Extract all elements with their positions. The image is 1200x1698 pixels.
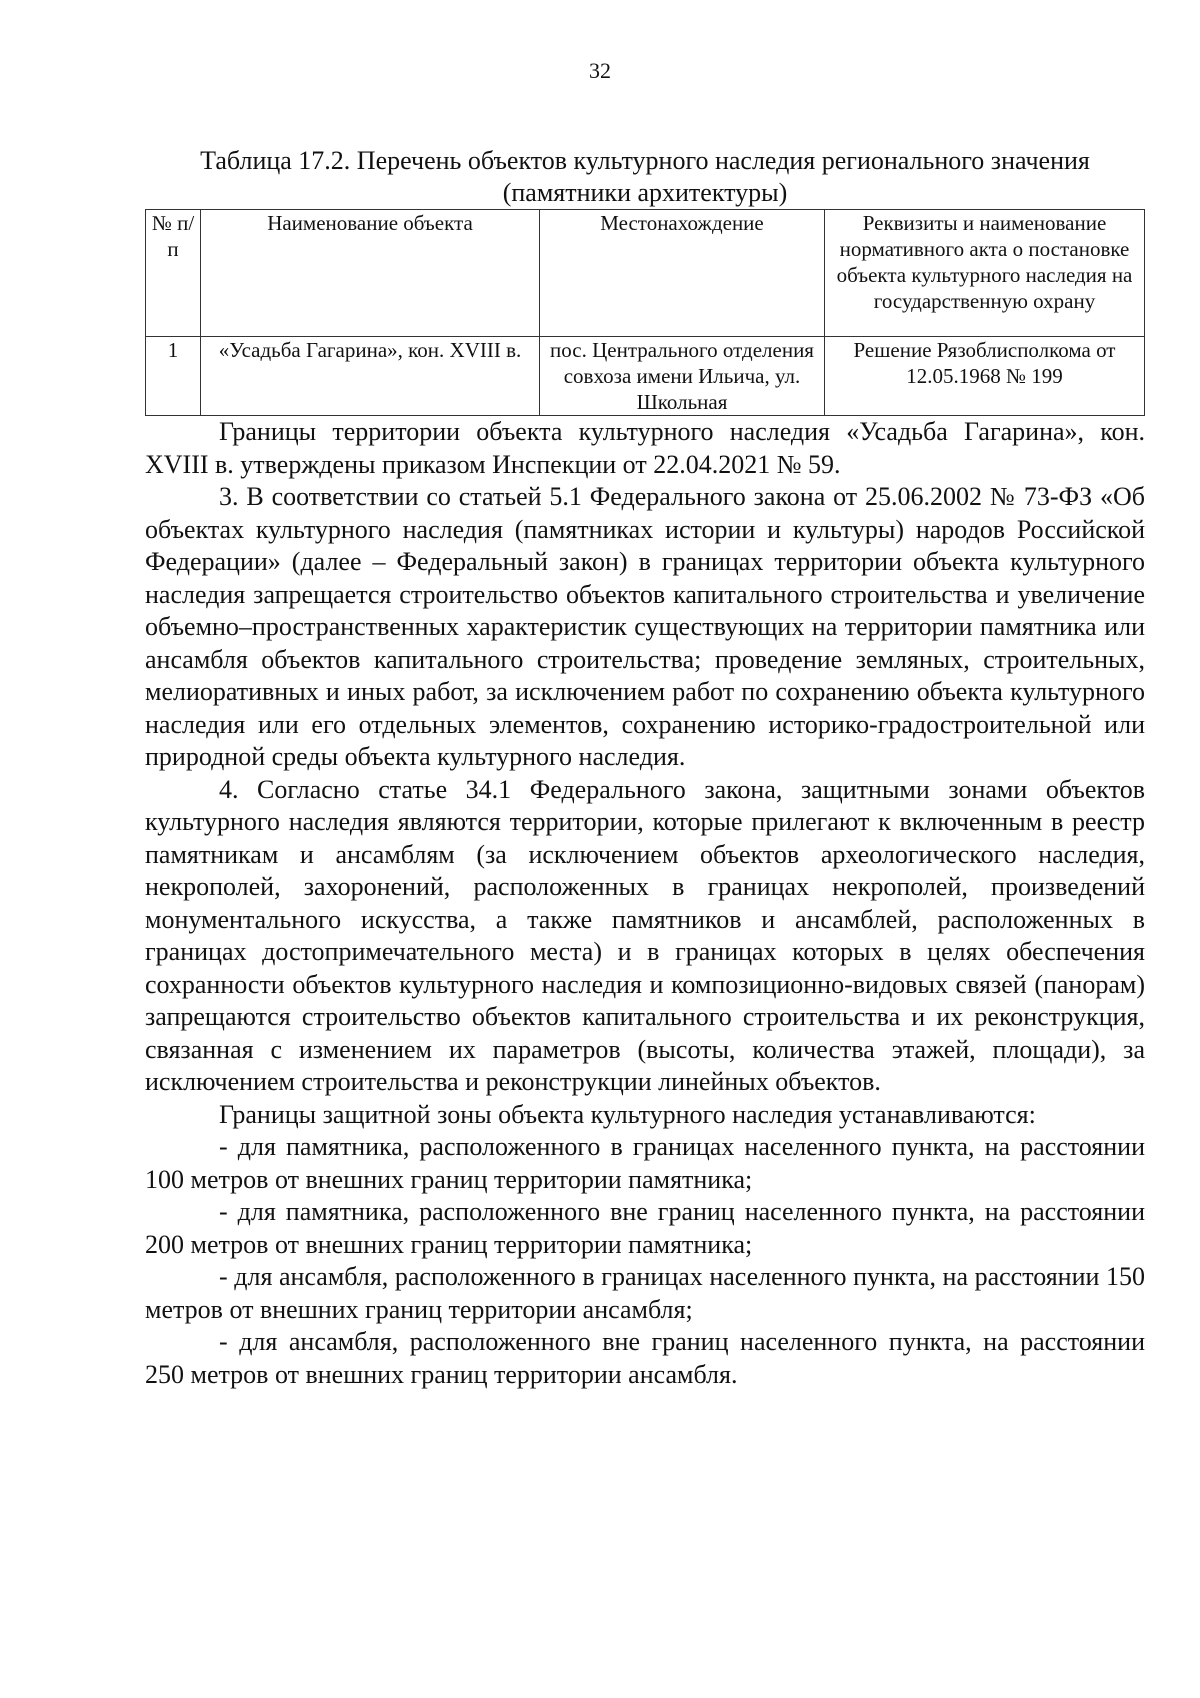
page-content	[145, 145, 1145, 1391]
list-item: - для ансамбля, расположенного в границах населенного пункта, на расстоянии 150 метров от внешних границ территории ансамбля;	[145, 1262, 1145, 1324]
paragraph-territory-boundaries: Границы территории объекта культурного наследия «Усадьба Гагарина», кон. XVIII в. утверждены приказом Инспекции от 22.04.2021 № 59.	[145, 417, 1145, 479]
cell-location: пос. Центрального отделения совхоза имени Ильича, ул. Школьная	[540, 337, 825, 416]
page-number: 32	[589, 58, 611, 83]
heritage-objects-table	[145, 209, 1145, 416]
table-header-row	[146, 210, 1145, 337]
paragraph-item-3: 3. В соответствии со статьей 5.1 Федерального закона от 25.06.2002 № 73-ФЗ «Об объектах культурного наследия (памятниках истории и культуры) народов Российской Федерации» (далее – Федеральный закон) в границах территории объекта культурного наследия запрещается строительство объектов капитального строительства и увеличение объемно–пространственных характеристик существующих на территории памятника или ансамбля объектов капитального строительства; проведение земляных, строительных, мелиоративных и иных работ, за исключением работ по сохранению объекта культурного наследия или его отдельных элементов, сохранению историко-градостроительной или природной среды объекта культурного наследия.	[145, 482, 1145, 771]
paragraph-protective-zone-intro: Границы защитной зоны объекта культурного наследия устанавливаются:	[219, 1099, 1036, 1129]
header-number: № п/п	[146, 210, 201, 337]
header-location: Местонахождение	[540, 210, 825, 337]
table-row	[146, 337, 1145, 416]
cell-legal-act: Решение Рязоблисполкома от 12.05.1968 № 199	[825, 337, 1145, 416]
list-item: - для ансамбля, расположенного вне границ населенного пункта, на расстоянии 250 метров от внешних границ территории ансамбля.	[145, 1327, 1145, 1389]
paragraph-item-4: 4. Согласно статье 34.1 Федерального закона, защитными зонами объектов культурного наследия являются территории, которые прилегают к включенным в реестр памятникам и ансамблям (за исключением объектов археологического наследия, некрополей, захоронений, расположенных в границах некрополей, произведений монументального искусства, а также памятников и ансамблей, расположенных в границах достопримечательного места) и в границах которых в целях обеспечения сохранности объектов культурного наследия и композиционно-видовых связей (панорам) запрещаются строительство объектов капитального строительства и их реконструкция, связанная с изменением их параметров (высоты, количества этажей, площади), за исключением строительства и реконструкции линейных объектов.	[145, 774, 1145, 1096]
table-title	[145, 145, 1145, 209]
list-item: - для памятника, расположенного в границах населенного пункта, на расстоянии 100 метров от внешних границ территории памятника;	[145, 1132, 1145, 1194]
cell-number: 1	[146, 337, 201, 416]
list-item: - для памятника, расположенного вне границ населенного пункта, на расстоянии 200 метров от внешних границ территории памятника;	[145, 1197, 1145, 1259]
table-title-line-1: Таблица 17.2. Перечень объектов культурного наследия регионального значения	[200, 146, 1090, 175]
header-object-name: Наименование объекта	[201, 210, 540, 337]
body-text	[145, 416, 1145, 1391]
header-legal-act: Реквизиты и наименование нормативного акта о постановке объекта культурного наследия на государственную охрану	[825, 210, 1145, 337]
cell-object-name: «Усадьба Гагарина», кон. XVIII в.	[201, 337, 540, 416]
table-title-line-2: (памятники архитектуры)	[502, 178, 788, 207]
